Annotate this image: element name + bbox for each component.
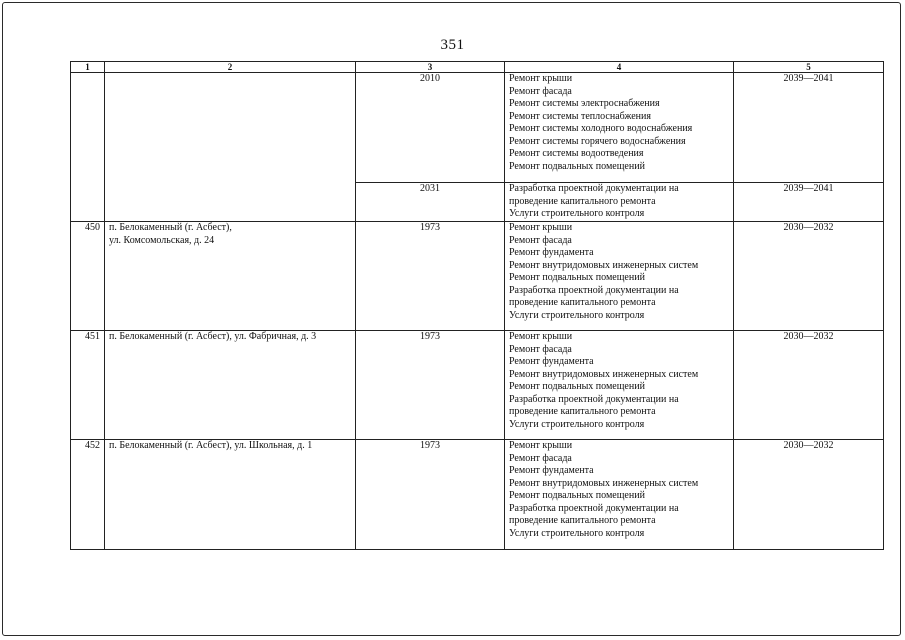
- row-number-cell: [71, 73, 105, 222]
- work-item: Ремонт подвальных помещений: [509, 160, 645, 172]
- work-item: Ремонт системы водоотведения: [509, 148, 644, 159]
- page-number: 351: [440, 37, 465, 53]
- work-item: Ремонт фасада: [509, 234, 572, 246]
- work-item: Ремонт крыши: [509, 222, 573, 233]
- column-header-1: 1: [71, 62, 105, 73]
- work-item: Услуги строительного контроля: [509, 418, 645, 430]
- works-cell: [505, 183, 734, 222]
- work-item: Ремонт крыши: [509, 73, 573, 84]
- address-cell: [105, 222, 356, 331]
- work-item: Ремонт системы горячего водоснабжения: [509, 135, 686, 147]
- work-item: Ремонт фасада: [509, 452, 572, 464]
- column-header-3: 3: [356, 62, 505, 73]
- work-item: проведение капитального ремонта: [509, 297, 656, 308]
- work-item: Ремонт подвальных помещений: [509, 381, 645, 392]
- works-cell: [505, 73, 734, 183]
- year-cell: 1973: [356, 440, 505, 550]
- table-row: [71, 440, 884, 550]
- row-number-cell: 451: [71, 331, 105, 440]
- work-item: Ремонт системы теплоснабжения: [509, 110, 651, 122]
- repair-schedule-table: [70, 61, 884, 550]
- work-item: проведение капитального ремонта: [509, 406, 656, 417]
- work-item: Ремонт системы холодного водоснабжения: [509, 123, 693, 134]
- period-cell: 2030—2032: [734, 222, 884, 331]
- work-item: Разработка проектной документации на: [509, 502, 679, 514]
- address-cell: п. Белокаменный (г. Асбест), ул. Фабричная, д. 3: [105, 331, 356, 440]
- period-cell: 2039—2041: [734, 183, 884, 222]
- column-header-4: 4: [505, 62, 734, 73]
- year-cell: 2010: [356, 73, 505, 183]
- work-item: Ремонт внутридомовых инженерных систем: [509, 477, 699, 489]
- year-cell: 1973: [356, 222, 505, 331]
- row-number-cell: 452: [71, 440, 105, 550]
- row-number-cell: 450: [71, 222, 105, 331]
- address-cell: [105, 73, 356, 222]
- work-item: Разработка проектной документации на: [509, 284, 679, 296]
- work-item: Ремонт крыши: [509, 331, 573, 342]
- works-cell: [505, 331, 734, 440]
- work-item: Ремонт подвальных помещений: [509, 490, 645, 501]
- work-item: Ремонт фундамента: [509, 465, 594, 476]
- address-cell: п. Белокаменный (г. Асбест), ул. Школьная, д. 1: [105, 440, 356, 550]
- period-cell: 2030—2032: [734, 331, 884, 440]
- table-row: [71, 73, 884, 183]
- work-item: Ремонт системы электроснабжения: [509, 98, 660, 109]
- work-item: Услуги строительного контроля: [509, 208, 645, 219]
- address-line: ул. Комсомольская, д. 24: [109, 234, 215, 246]
- work-item: проведение капитального ремонта: [509, 195, 656, 207]
- address-line: п. Белокаменный (г. Асбест),: [109, 222, 232, 233]
- table-row: [71, 331, 884, 440]
- period-cell: 2030—2032: [734, 440, 884, 550]
- work-item: Услуги строительного контроля: [509, 309, 645, 321]
- table-row: [71, 222, 884, 331]
- work-item: Ремонт крыши: [509, 440, 573, 451]
- work-item: Разработка проектной документации на: [509, 183, 679, 194]
- work-item: Ремонт фасада: [509, 85, 572, 97]
- work-item: проведение капитального ремонта: [509, 515, 656, 526]
- work-item: Ремонт внутридомовых инженерных систем: [509, 368, 699, 380]
- work-item: Ремонт фундамента: [509, 247, 594, 258]
- column-header-5: 5: [734, 62, 884, 73]
- works-cell: [505, 222, 734, 331]
- year-cell: 1973: [356, 331, 505, 440]
- work-item: Услуги строительного контроля: [509, 527, 645, 539]
- work-item: Ремонт фундамента: [509, 356, 594, 367]
- work-item: Ремонт внутридомовых инженерных систем: [509, 259, 699, 271]
- work-item: Ремонт подвальных помещений: [509, 272, 645, 283]
- year-cell: 2031: [356, 183, 505, 222]
- column-header-2: 2: [105, 62, 356, 73]
- work-item: Ремонт фасада: [509, 343, 572, 355]
- table-header-row: [71, 62, 884, 73]
- period-cell: 2039—2041: [734, 73, 884, 183]
- works-cell: [505, 440, 734, 550]
- work-item: Разработка проектной документации на: [509, 393, 679, 405]
